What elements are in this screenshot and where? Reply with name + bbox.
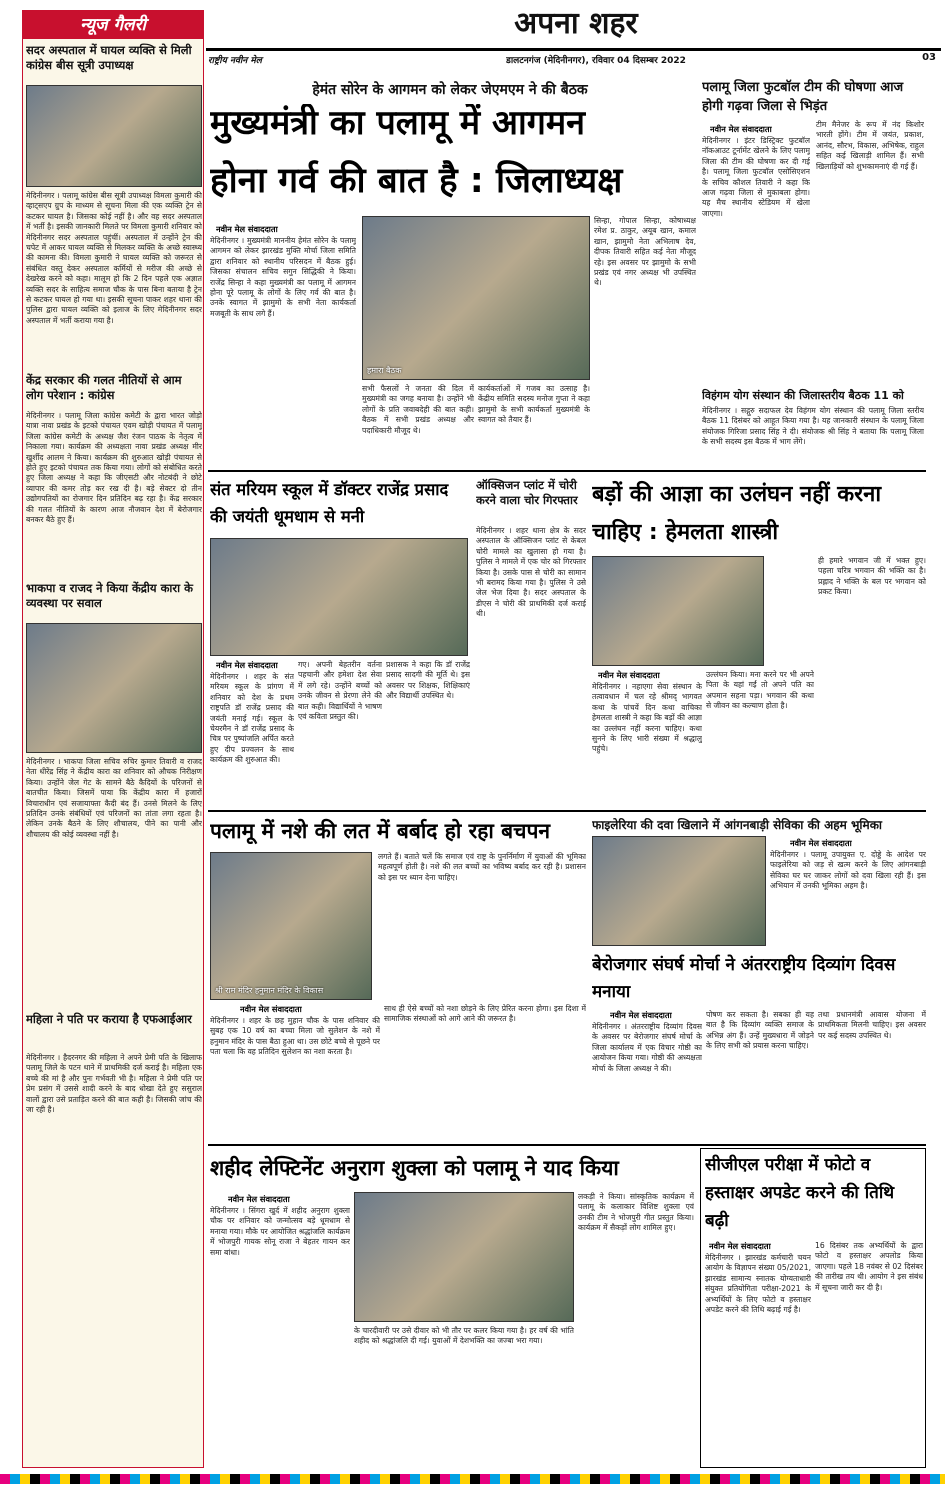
lead-body-col4: सिन्हा, गोपाल सिन्हा, कोषाध्यक्ष रमेश प्र. ठाकुर, अयूब खान, कमाल खान, झामुमो नेता अभिलाष देव, दीपक तिवारी सहित कई नेता मौजूद रहे। इस अवसर पर झामुमो के सभी प्रखंड एवं नगर अध्यक्ष भी उपस्थित थे। bbox=[594, 216, 696, 288]
elders-body-col2: उल्लंघन किया। मना करने पर भी अपने पिता के यहां गईं तो अपने पति का अपमान सहना पड़ा। भगवान की कथा से जीवन का कल्याण होता है। bbox=[706, 670, 814, 711]
lead-headline-line2: होना गर्व की बात है : जिलाध्यक्ष bbox=[210, 161, 623, 201]
filaria-photo bbox=[592, 836, 766, 946]
mariam-photo bbox=[210, 538, 468, 656]
mariam-body-col1: मेदिनीनगर । शहर के संत मरियम स्कूल के प्रांगण में शनिवार को देश के प्रथम राष्ट्रपति डॉ राजेंद्र प्रसाद की जयंती मनाई गई। स्कूल के चेयरमैन ने डॉ राजेंद्र प्रसाद के चित्र पर पुष्पांजलि अर्पित करते हुए दीप प्रज्वलन के साथ कार्यक्रम की शुरुआत की। bbox=[210, 672, 294, 765]
story-hospital-body: मेदिनीनगर । पलामू कांग्रेस बीस सूत्री उपाध्यक्ष विमला कुमारी की व्हाट्सएप ग्रुप के माध्यम से सूचना मिला की एक व्यक्ति ट्रेन से कटकर घायल है। जिसका कोई नहीं है। और वह सदर अस्पताल में भर्ती है। इसकी जानकारी मिलते पर विमला कुमारी शनिवार को मेदिनीनगर सदर अस्पताल पहुंचीं। अस्पताल में उन्होंने ट्रेन की चपेट में आकर घायल व्यक्ति से मिलकर व्यक्ति के अच्छे स्वास्थ्य की कामना की। विमला कुमारी ने घायल व्यक्ति को जरूरत से संबंधित वस्तु देकर अस्पताल कर्मियों से मरीज की अच्छे से देखरेख करने को कहा। मालूम हो कि 2 दिन पहले एक अज्ञात व्यक्ति सदर के साहित्य समाज चौक के पास बिना बताया है ट्रेन से कटकर घायल हो गया था। इसकी सूचना पाकर शहर थाना की पुलिस द्वारा घायल व्यक्ति को इलाज के लिए मेदिनीनगर सदर अस्पताल में भर्ती कराया गया है। bbox=[26, 191, 202, 325]
news-gallery-sidebar bbox=[22, 10, 204, 1468]
lead-photo-banner: हमारा बैठक bbox=[367, 366, 402, 375]
rule-2 bbox=[208, 810, 926, 812]
bottom-color-strip bbox=[0, 1474, 945, 1484]
football-headline: पलामू जिला फुटबॉल टीम की घोषणा आज होगी गढ़वा जिला से भिड़ंत bbox=[702, 80, 904, 114]
masthead bbox=[206, 0, 945, 70]
theft-body: मेदिनीनगर । शहर थाना क्षेत्र के सदर अस्पताल के ऑक्सिजन प्लांट से केबल चोरी मामले का खुलासा हो गया है। पुलिस ने मामले में एक चोर को गिरफ्तार किया है। उसके पास से चोरी का सामान भी बरामद किया गया है। पुलिस ने उसे जेल भेज दिया है। सदर अस्पताल के डीएस ने चोरी की प्राथमिकी दर्ज कराई थी। bbox=[476, 526, 586, 619]
yoga-headline: विहंगम योग संस्थान की जिलास्तरीय बैठक 11 को bbox=[702, 389, 904, 402]
lead-kicker: हेमंत सोरेन के आगमन को लेकर जेएमएम ने की बैठक bbox=[312, 82, 588, 98]
story-hospital-headline: सदर अस्पताल में घायल व्यक्ति से मिली कांग्रेस बीस सूत्री उपाध्यक्ष bbox=[26, 43, 192, 72]
yoga-body: मेदिनीनगर । सद्गुरु सदाफल देव विहंगम योग संस्थान की पलामू जिला स्तरीय बैठक 11 दिसंबर को आहूत किया गया है। यह जानकारी संस्थान के पलामू जिला संयोजक गिरिजा प्रसाद सिंह ने दी। संयोजक श्री सिंह ने बताया कि पलामू जिला के सभी सदस्य इस बैठक में भाग लेंगे। bbox=[702, 406, 924, 447]
jssc-body-col2: 16 दिसंबर तक अभ्यर्थियों के द्वारा फोटो व हस्ताक्षर अपलोड किया जाएगा। पहले 18 नवंबर से 02 दिसंबर की तारीख तय थी। आयोग ने इस संबंध में सूचना जारी कर दी है। bbox=[815, 1241, 923, 1292]
jssc-byline: नवीन मेल संवाददाता bbox=[709, 1241, 771, 1251]
martyr-body-col2: के चारदीवारी पर उसे दीवार को भी तौर पर कलर किया गया है। हर वर्ष की भांति शहीद को श्रद्धांजलि दी गई। युवाओं में देशभक्ति का जज्बा भरा गया। bbox=[354, 1326, 574, 1346]
elders-body-col1: मेदिनीनगर । नहाएगा सेवा संस्थान के तत्वावधान में चल रहे श्रीमद् भागवत कथा के पांचवें दिन कथा वाचिका हेमलता शास्त्री ने कहा कि बड़ों की आज्ञा का उल्लंघन नहीं करना चाहिए। कथा सुनने के लिए भारी संख्या में श्रद्धालु पहुंचे। bbox=[592, 682, 702, 754]
jssc-box bbox=[700, 1148, 926, 1468]
mariam-body-col2: गए। अपनी बेहतरीन वर्तना पहचानी और हमेशा देश सेवा में लगे रहे। उन्होंने बच्चों को उनके जीवन से प्रेरणा लेने की बात कही। विद्यार्थियों ने भाषण एवं कविता प्रस्तुत की। bbox=[298, 660, 382, 722]
lead-meeting-photo bbox=[362, 216, 590, 380]
theft-headline: ऑक्सिजन प्लांट में चोरी करने वाला चोर गिरफ्तार bbox=[476, 478, 578, 507]
addiction-body-col2: लगते हैं। बताते चलें कि समाज एवं राष्ट्र के पुनर्निर्माण में युवाओं की भूमिका महत्वपूर्ण होती है। नशे की लत बच्चों का भविष्य बर्बाद कर रही है। प्रशासन को इस पर ध्यान देना चाहिए। bbox=[378, 852, 586, 882]
disabled-body-col1: मेदिनीनगर । अंतरराष्ट्रीय दिव्यांग दिवस के अवसर पर बेरोजगार संघर्ष मोर्चा के जिला कार्यालय में एक विचार गोष्ठी का आयोजन किया गया। गोष्ठी की अध्यक्षता मोर्चा के जिला अध्यक्ष ने की। bbox=[592, 1022, 702, 1073]
lead-body-col2: सभी फैसलों ने जनता की दिल में मुख्यमंत्री का जगह बनाया है। उन्होंने भी लोगों के प्रति जवाबदेही की बात कही। बैठक में सभी प्रखंड अध्यक्ष और पदाधिकारी मौजूद थे। bbox=[362, 384, 474, 435]
filaria-headline: फाइलेरिया की दवा खिलाने में आंगनबाड़ी सेविका की अहम भूमिका bbox=[592, 818, 883, 832]
rule-3 bbox=[208, 1144, 926, 1146]
football-body-col1: मेदिनीनगर । इंटर डिस्ट्रिक्ट फुटबॉल नॉकआउट टूर्नामेंट खेलने के लिए पलामू जिला की टीम की घोषणा कर दी गई है। पलामू जिला फुटबॉल एसोसिएशन के सचिव कौशल तिवारी ने कहा कि आज गढ़वा जिला से मुकाबला होगा। यह मैच स्थानीय स्टेडियम में खेला जाएगा। bbox=[702, 136, 810, 218]
addiction-photo bbox=[210, 852, 372, 1000]
story-congress-body: मेदिनीनगर । पलामू जिला कांग्रेस कमेटी के द्वारा भारत जोड़ो यात्रा नावा प्रखंड के इटको पंचायत एवम खोड़ी पंचायत में पलामू जिला कांग्रेस कमेटी के अध्यक्ष जैश रंजन पाठक के नेतृत्व में निकाला गया। कार्यक्रम की अध्यक्षता नावा प्रखंड अध्यक्ष मीर खुर्शीद आलम ने किया। कार्यक्रम की शुरुआत खोड़ी पंचायत से होते हुए इटको पंचायत तक किया गया। लोगों को संबोधित करते हुए जिला अध्यक्ष ने कहा कि जीएसटी और नोटबंदी ने छोटे व्यापार की कमर तोड़ कर रख दी है। बड़े सेक्टर दो तीन उद्योगपतियों का रोजगार दिन प्रतिदिन बढ़ रहा है। केंद्र सरकार की गलत नीतियों के कारण आज नौजवान देश में बेरोजगार बनकर बैठे हुए हैं। bbox=[26, 411, 202, 525]
jail-photo bbox=[26, 623, 202, 753]
story-congress-headline: केंद्र सरकार की गलत नीतियों से आम लोग परेशान : कांग्रेस bbox=[26, 373, 182, 402]
disabled-headline: बेरोजगार संघर्ष मोर्चा ने अंतरराष्ट्रीय दिव्यांग दिवस मनाया bbox=[592, 955, 896, 1002]
addiction-byline: नवीन मेल संवाददाता bbox=[240, 1004, 302, 1014]
addiction-body-col1: मेदिनीनगर । शहर के छह मुहान चौक के पास शनिवार की सुबह एक 10 वर्ष का बच्चा मिला जो सुलेशन के नशे में हनुमान मंदिर के पास बैठा हुआ था। उस छोटे बच्चे से पूछने पर पता चला कि वह प्रतिदिन सुलेशन का नशा करता है। bbox=[210, 1016, 380, 1057]
lead-byline: नवीन मेल संवाददाता bbox=[216, 224, 278, 234]
lead-body-col3: कार्यकर्ताओं में गजब का उत्साह है। केंद्रीय समिति सदस्य मनोज गुप्ता ने कहा झामुमो के सभी कार्यकर्ता मुख्यमंत्री के स्वागत को तैयार हैं। bbox=[478, 384, 590, 425]
hospital-photo bbox=[26, 85, 202, 187]
mariam-byline: नवीन मेल संवाददाता bbox=[216, 660, 278, 670]
mariam-headline: संत मरियम स्कूल में डॉक्टर राजेंद्र प्रसाद की जयंती धूमधाम से मनी bbox=[210, 480, 449, 526]
rule-1 bbox=[208, 470, 926, 472]
elders-body-col3: ही हमारे भगवान जी में भक्त हुए। पहला चरित्र भगवान की भक्ति का है। प्रह्लाद ने भक्ति के बल पर भगवान को प्रकट किया। bbox=[818, 556, 926, 597]
martyr-photo bbox=[354, 1192, 574, 1322]
sidebar-title: न्यूज गैलरी bbox=[23, 11, 203, 39]
disabled-body-col3: तथा प्रधानमंत्री आवास योजना में प्राथमिकता मिलनी चाहिए। इस अवसर पर कई सदस्य उपस्थित थे। bbox=[818, 1010, 926, 1040]
story-fir-headline: महिला ने पति पर कराया है एफआईआर bbox=[26, 1012, 192, 1026]
masthead-paper-name: राष्ट्रीय नवीन मेल bbox=[208, 56, 262, 66]
story-jail-body: मेदिनीनगर । भाकपा जिला सचिव रुचिर कुमार तिवारी व राजद नेता धीरेंद्र सिंह ने केंद्रीय कारा का शनिवार को औचक निरीक्षण किया। उन्होंने जेल गेट के सामने बैठे कैदियों के परिजनों से बातचीत किया। जिसमें पाया कि केंद्रीय कारा में हजारों विचाराधीन एवं सजायाफ्ता कैदी बंद हैं। उनसे मिलने के लिए प्रतिदिन उनके संबंधियों एवं परिजनों का तांता लगा रहता है। लेकिन उनके बैठने के लिए शौचालय, पीने का पानी और शौचालय की कोई व्यवस्था नहीं है। bbox=[26, 757, 202, 839]
page-number: 03 bbox=[922, 52, 936, 63]
lead-body-col1: मेदिनीनगर । मुख्यमंत्री माननीय हेमंत सोरेन के पलामू आगमन को लेकर झारखंड मुक्ति मोर्चा जिला समिति द्वारा शनिवार को स्थानीय परिसदन में बैठक हुई। जिसका संचालन सचिव सगुन सिद्धिकी ने किया। राजेंद्र सिन्हा ने कहा मुख्यमंत्री का पलामू में आगमन होना पूरे पलामू के लोगों के लिए गर्व की बात है। उनके स्वागत में झामुमो के सभी नेता कार्यकर्ता मजबूती के साथ लगे हैं। bbox=[210, 236, 356, 318]
jssc-headline: सीजीएल परीक्षा में फोटो व हस्ताक्षर अपडेट करने की तिथि बढ़ी bbox=[705, 1155, 895, 1231]
lead-headline-line1: मुख्यमंत्री का पलामू में आगमन bbox=[210, 104, 586, 143]
story-fir-body: मेदिनीनगर । हैदरनगर की महिला ने अपने प्रेमी पति के खिलाफ पलामू जिले के पटन थाने में प्राथमिकी दर्ज कराई है। महिला एक बच्चे की मां है और पुनः गर्भवती भी है। महिला ने प्रेमी पति पर प्रेम प्रसंग में उससे शादी करने के बाद धोखा देते हुए ससुराल वालों द्वारा उसे प्रताड़ित करने की बात कही है। जिसकी जांच की जा रही है। bbox=[26, 1053, 202, 1115]
masthead-dateline: डालटनगंज (मेदिनीनगर), रविवार 04 दिसम्बर 2022 bbox=[506, 56, 686, 66]
elders-byline: नवीन मेल संवाददाता bbox=[598, 670, 660, 680]
jssc-body-col1: मेदिनीनगर । झारखंड कर्मचारी चयन आयोग के विज्ञापन संख्या 05/2021, झारखंड सामान्य स्नातक योग्यताधारी संयुक्त प्रतियोगिता परीक्षा-2021 के अभ्यर्थियों के लिए फोटो व हस्ताक्षर अपडेट करने की तिथि बढ़ाई गई है। bbox=[705, 1253, 811, 1315]
addiction-headline: पलामू में नशे की लत में बर्बाद हो रहा बचपन bbox=[210, 819, 551, 843]
football-byline: नवीन मेल संवाददाता bbox=[710, 124, 772, 134]
mariam-body-col3: प्रशासक ने कहा कि डॉ राजेंद्र प्रसाद सादगी की मूर्ति थे। इस अवसर पर शिक्षक, शिक्षिकाएं और विद्यार्थी उपस्थित थे। bbox=[386, 660, 470, 701]
story-jail-headline: भाकपा व राजद ने किया केंद्रीय कारा के व्यवस्था पर सवाल bbox=[26, 581, 193, 610]
filaria-body: मेदिनीनगर । पलामू उपायुक्त ए. दोड्डे के आदेश पर फाइलेरिया को जड़ से खत्म करने के लिए आंगनबाड़ी सेविका घर घर जाकर लोगों को दवा खिला रही हैं। इस अभियान में उनकी भूमिका अहम है। bbox=[770, 850, 926, 891]
disabled-body-col2: पोषण कर सकता है। सबका ही यह बात है कि दिव्यांग व्यक्ति समाज के अभिन्न अंग हैं। उन्हें मुख्यधारा में जोड़ने के लिए सभी को प्रयास करना चाहिए। bbox=[706, 1010, 814, 1051]
masthead-rule bbox=[206, 48, 941, 51]
temple-signboard: श्री राम मंदिर हनुमान मंदिर के विकास bbox=[215, 986, 324, 995]
disabled-byline: नवीन मेल संवाददाता bbox=[610, 1010, 672, 1020]
filaria-byline: नवीन मेल संवाददाता bbox=[790, 838, 852, 848]
martyr-body-col1: मेदिनीनगर । सिंगरा खुर्द में शहीद अनुराग शुक्ला चौक पर शनिवार को जन्मोत्सव बड़े धूमधाम से मनाया गया। मौके पर आयोजित श्रद्धांजलि कार्यक्रम में भोजपुरी गायक सोनू राजा ने बेहतर गायन कर समा बांधा। bbox=[210, 1206, 350, 1257]
martyr-body-col3: लकड़ी ने किया। सांस्कृतिक कार्यक्रम में पलामू के कलाकार विशिष्ट शुक्ला एवं उनकी टीम ने भोजपुरी गीत प्रस्तुत किया। कार्यक्रम में सैकड़ों लोग शामिल हुए। bbox=[578, 1192, 694, 1233]
elders-photo bbox=[592, 556, 764, 666]
addiction-body-col3: साथ ही ऐसे बच्चों को नशा छोड़ने के लिए प्रेरित करना होगा। इस दिशा में सामाजिक संस्थाओं को आगे आने की जरूरत है। bbox=[384, 1004, 586, 1024]
elders-headline: बड़ों की आज्ञा का उलंघन नहीं करना चाहिए : हेमलता शास्त्री bbox=[592, 482, 882, 545]
martyr-byline: नवीन मेल संवाददाता bbox=[228, 1194, 290, 1204]
football-body-col2: टीम मैनेजर के रूप में नंद किशोर भारती होंगे। टीम में जयंत, प्रकाश, आनंद, सौरभ, विकास, अभिषेक, राहुल सहित कई खिलाड़ी शामिल हैं। सभी खिलाड़ियों को शुभकामनाएं दी गई हैं। bbox=[816, 120, 924, 171]
masthead-title: अपना शहर bbox=[514, 6, 638, 41]
martyr-headline: शहीद लेफ्टिनेंट अनुराग शुक्ला को पलामू ने याद किया bbox=[210, 1156, 619, 1180]
